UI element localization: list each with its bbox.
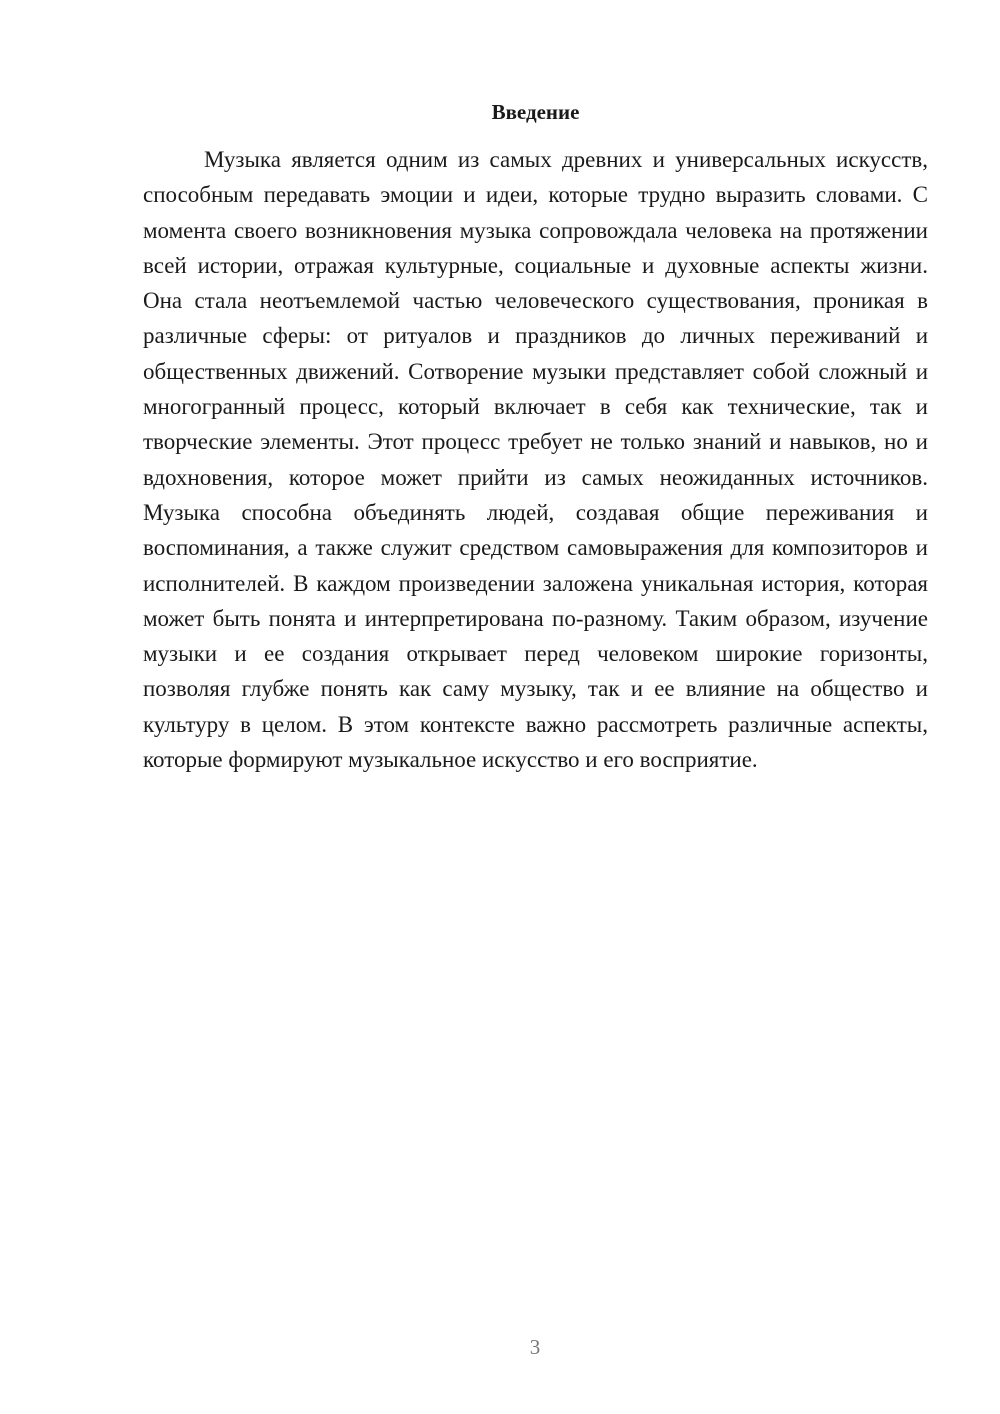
page-number: 3	[529, 1335, 541, 1359]
section-title: Введение	[491, 100, 580, 124]
intro-paragraph: Музыка является одним из самых древних и универсальных искусств, способным передавать эмоции и идеи, которые трудно выразить словами. С момента своего возникновения музыка сопровождала человека на протяжении всей истории, отражая культурные, социальные и духовные аспекты жизни. Она стала неотъемлемой частью человеческого существования, проникая в различные сферы: от ритуалов и праздников до личных переживаний и общественных движений. Сотворение музыки представляет собой сложный и многогранный процесс, который включает в себя как технические, так и творческие элементы. Этот процесс требует не только знаний и навыков, но и вдохновения, которое может прийти из самых неожиданных источников. Музыка способна объединять людей, создавая общие переживания и воспоминания, а также служит средством самовыражения для композиторов и исполнителей. В каждом произведении заложена уникальная история, которая может быть понята и интерпретирована по-разному. Таким образом, изучение музыки и ее создания открывает перед человеком широкие горизонты, позволяя глубже понять как саму музыку, так и ее влияние на общество и культуру в целом. В этом контексте важно рассмотреть различные аспекты, которые формируют музыкальное искусство и его восприятие.	[143, 147, 928, 773]
